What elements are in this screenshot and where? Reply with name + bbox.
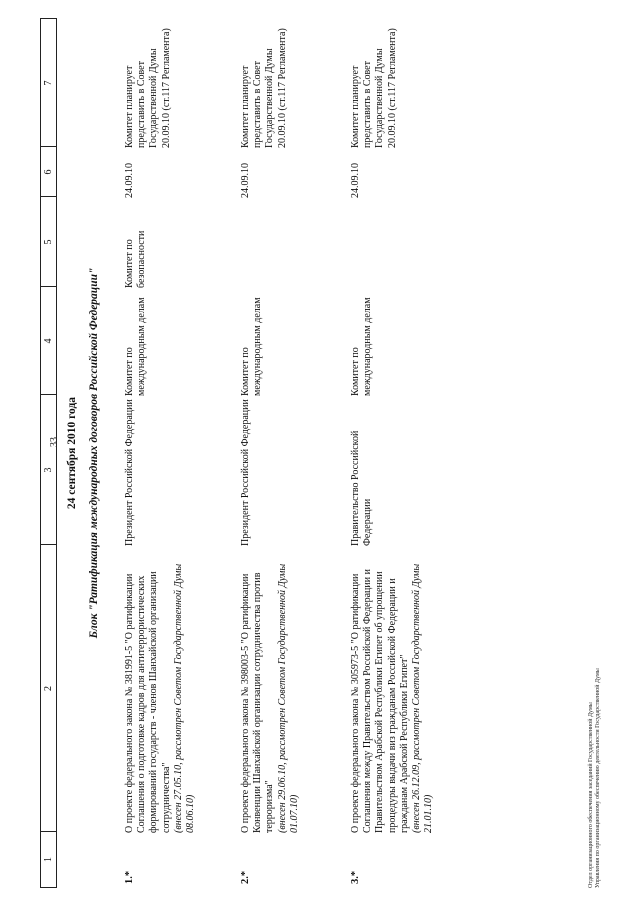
table-row	[240, 18, 350, 888]
table-row	[350, 18, 490, 888]
block-heading: Блок "Ратификация международных договоров Российской Федерации"	[88, 267, 100, 639]
committee: Комитет по международным делам	[350, 297, 374, 396]
date: 24.09.10	[350, 163, 361, 198]
row-number: 3.*	[350, 870, 361, 884]
note: Комитет планирует представить в Совет Государственной Думы 20.09.10 (ст.117 Регламента)	[124, 28, 172, 148]
footer-line-2: Управления по организационному обеспечению деятельности Государственной Думы	[595, 668, 601, 888]
bill-description	[240, 563, 301, 833]
date: 24.09.10	[124, 163, 135, 198]
committee: Комитет по международным делам	[240, 297, 264, 396]
bill-title: О проекте федерального закона № 398003-5 "О ратификации Конвенции Шанхайской организации сотрудничества против терроризма"	[240, 572, 276, 833]
column-header-3: 3	[41, 394, 56, 545]
bill-meta: (внесен 26.12.09, рассмотрен Советом Государственной Думы 21.01.10)	[411, 563, 435, 833]
column-number-row	[40, 18, 57, 888]
column-header-7: 7	[43, 80, 54, 86]
footer-line-1: Отдел организационного обеспечения заседаний Государственной Думы	[588, 702, 594, 888]
row-number: 2.*	[240, 870, 251, 884]
initiator: Правительство Российской Федерации	[350, 430, 374, 546]
row-number: 1.*	[124, 870, 135, 884]
column-header-1: 1	[41, 831, 56, 887]
co-committee: Комитет по безопасности	[124, 230, 148, 288]
footer	[588, 488, 602, 888]
bill-title: О проекте федерального закона № 305973-5 "О ратификации Соглашения между Правительством Российской Федерации и Правительством Арабской Республики Египет об упрощении процедуры выдачи виз гражданам Российской Федерации и гражданам Арабской Республики Египет"	[350, 569, 410, 833]
table-row	[124, 18, 234, 888]
bill-description	[350, 563, 435, 833]
bill-meta: (внесен 27.05.10, рассмотрен Советом Государственной Думы 08.06.10)	[172, 563, 197, 833]
initiator: Президент Российской Федерации	[124, 399, 135, 546]
bill-title: О проекте федерального закона № 381991-5 "О ратификации Соглашения о подготовке кадров для антитеррористических формирований государств - членов Шанхайской организации сотрудничества"	[124, 571, 172, 833]
bill-description	[124, 563, 197, 833]
column-header-5: 5	[41, 196, 56, 287]
column-header-6: 6	[41, 146, 56, 197]
bill-meta: (внесен 29.06.10, рассмотрен Советом Государственной Думы 01.07.10)	[276, 563, 300, 833]
note: Комитет планирует представить в Совет Государственной Думы 20.09.10 (ст.117 Регламента)	[350, 28, 398, 148]
committee: Комитет по международным делам	[124, 297, 148, 396]
column-header-2: 2	[41, 544, 56, 832]
initiator: Президент Российской Федерации	[240, 399, 251, 546]
page-number: 33	[49, 437, 60, 447]
date-heading: 24 сентября 2010 года	[66, 396, 78, 510]
date: 24.09.10	[240, 163, 251, 198]
rotated-table	[40, 18, 610, 888]
note: Комитет планирует представить в Совет Государственной Думы 20.09.10 (ст.117 Регламента)	[240, 28, 288, 148]
column-header-4: 4	[41, 286, 56, 395]
